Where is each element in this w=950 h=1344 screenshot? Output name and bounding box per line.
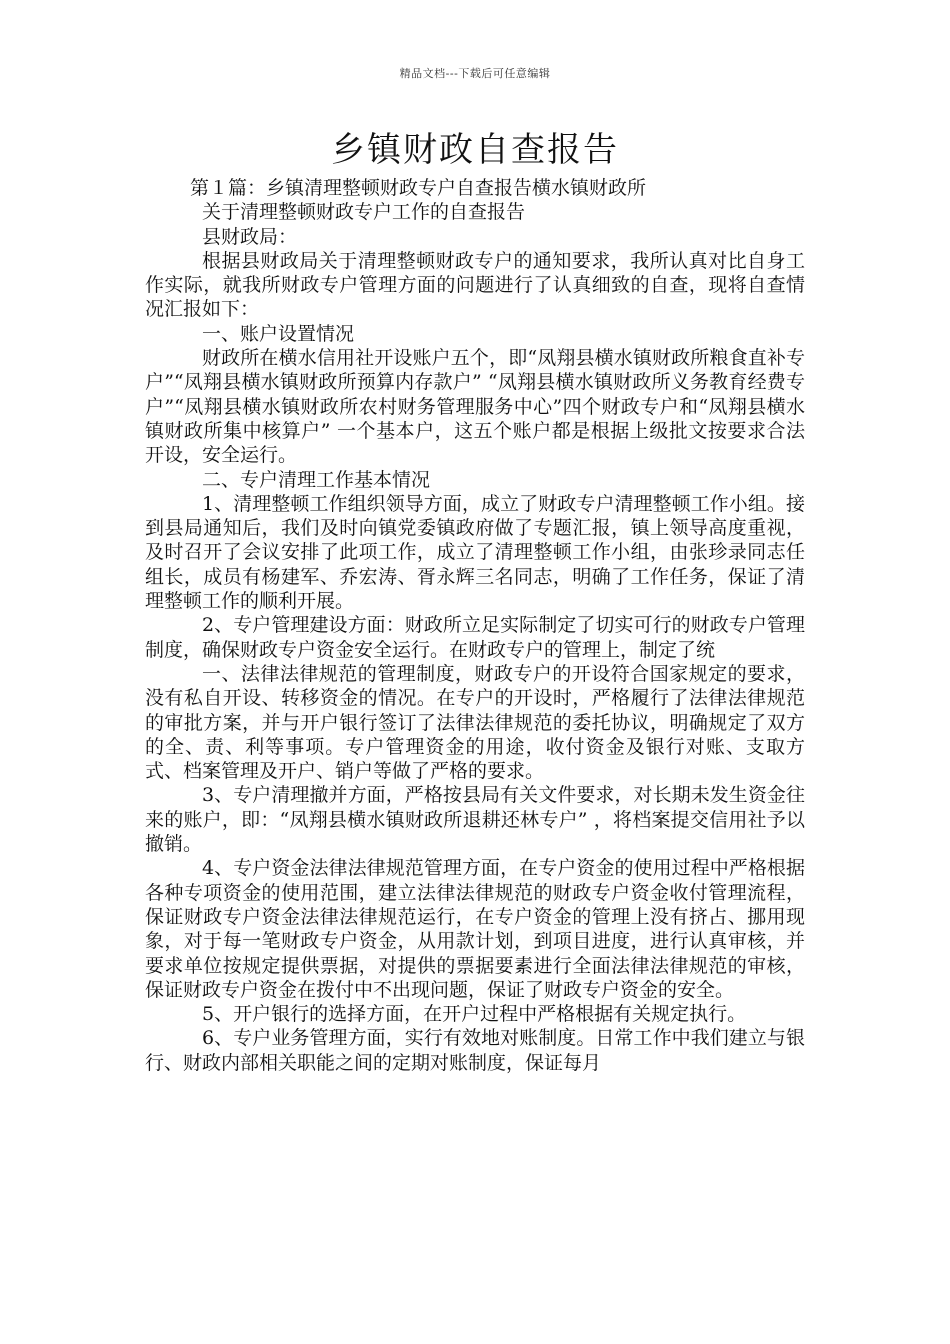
paragraph-regulation: 一、法律法律规范的管理制度，财政专户的开设符合国家规定的要求，没有私自开设、转移资金的情况。在专户的开设时，严格履行了法律法律规范的审批方案，并与开户银行签订了法律法律规范的委托协议，明确规定了双方的全、责、利等事项。专户管理资金的用途，收付资金及银行对账、支取方式、档案管理及开户、销户等做了严格的要求。 [145,662,805,783]
paragraph-item-2: 2、专户管理建设方面：财政所立足实际制定了切实可行的财政专户管理制度，确保财政专户资金安全运行。在财政专户的管理上，制定了统 [145,614,805,661]
paragraph-accounts: 财政所在横水信用社开设账户五个，即“凤翔县横水镇财政所粮食直补专户”“凤翔县横水镇财政所预算内存款户” “凤翔县横水镇财政所义务教育经费专户”“凤翔县横水镇财政所农村财务管理服务中心”四个财政专户和“凤翔县横水镇财政所集中核算户” 一个基本户，这五个账户都是根据上级批文按要求合法开设，安全运行。 [145,347,805,467]
header-note: 精品文档---下载后可任意编辑 [399,67,551,80]
section-heading-cleanup-status: 二、专户清理工作基本情况 [202,468,431,491]
paragraph-item-5: 5、开户银行的选择方面，在开户过程中严格根据有关规定执行。 [202,1003,747,1026]
paragraph-item-6: 6、专户业务管理方面，实行有效地对账制度。日常工作中我们建立与银行、财政内部相关职能之间的定期对账制度，保证每月 [145,1027,805,1074]
paragraph-item-4: 4、专户资金法律法律规范管理方面，在专户资金的使用过程中严格根据各种专项资金的使用范围，建立法律法律规范的财政专户资金收付管理流程，保证财政专户资金法律法律规范运行，在专户资金的管理上没有挤占、挪用现象，对于每一笔财政专户资金，从用款计划，到项目进度，进行认真审核，并要求单位按规定提供票据，对提供的票据要素进行全面法律法律规范的审核，保证财政专户资金在拨付中不出现问题，保证了财政专户资金的安全。 [145,857,805,1001]
document-title: 乡镇财政自查报告 [331,130,619,170]
section-heading-account-setup: 一、账户设置情况 [202,322,355,345]
addressee: 县财政局： [202,225,298,248]
paragraph-item-3: 3、专户清理撤并方面，严格按县局有关文件要求，对长期未发生资金往来的账户，即：“凤翔县横水镇财政所退耕还林专户” ，将档案提交信用社予以撤销。 [145,784,805,856]
document-body [145,176,805,1075]
document-subtitle: 第１篇：乡镇清理整顿财政专户自查报告横水镇财政所 [190,177,647,199]
paragraph-item-1: 1、清理整顿工作组织领导方面，成立了财政专户清理整顿工作小组。接到县局通知后，我们及时向镇党委镇政府做了专题汇报，镇上领导高度重视，及时召开了会议安排了此项工作，成立了清理整顿工作小组，由张珍录同志任组长，成员有杨建军、乔宏涛、胥永辉三名同志，明确了工作任务，保证了清理整顿工作的顺利开展。 [145,492,805,613]
report-title: 关于清理整顿财政专户工作的自查报告 [202,201,526,224]
paragraph-intro: 根据县财政局关于清理整顿财政专户的通知要求，我所认真对比自身工作实际，就我所财政专户管理方面的问题进行了认真细致的自查，现将自查情况汇报如下： [145,249,805,321]
